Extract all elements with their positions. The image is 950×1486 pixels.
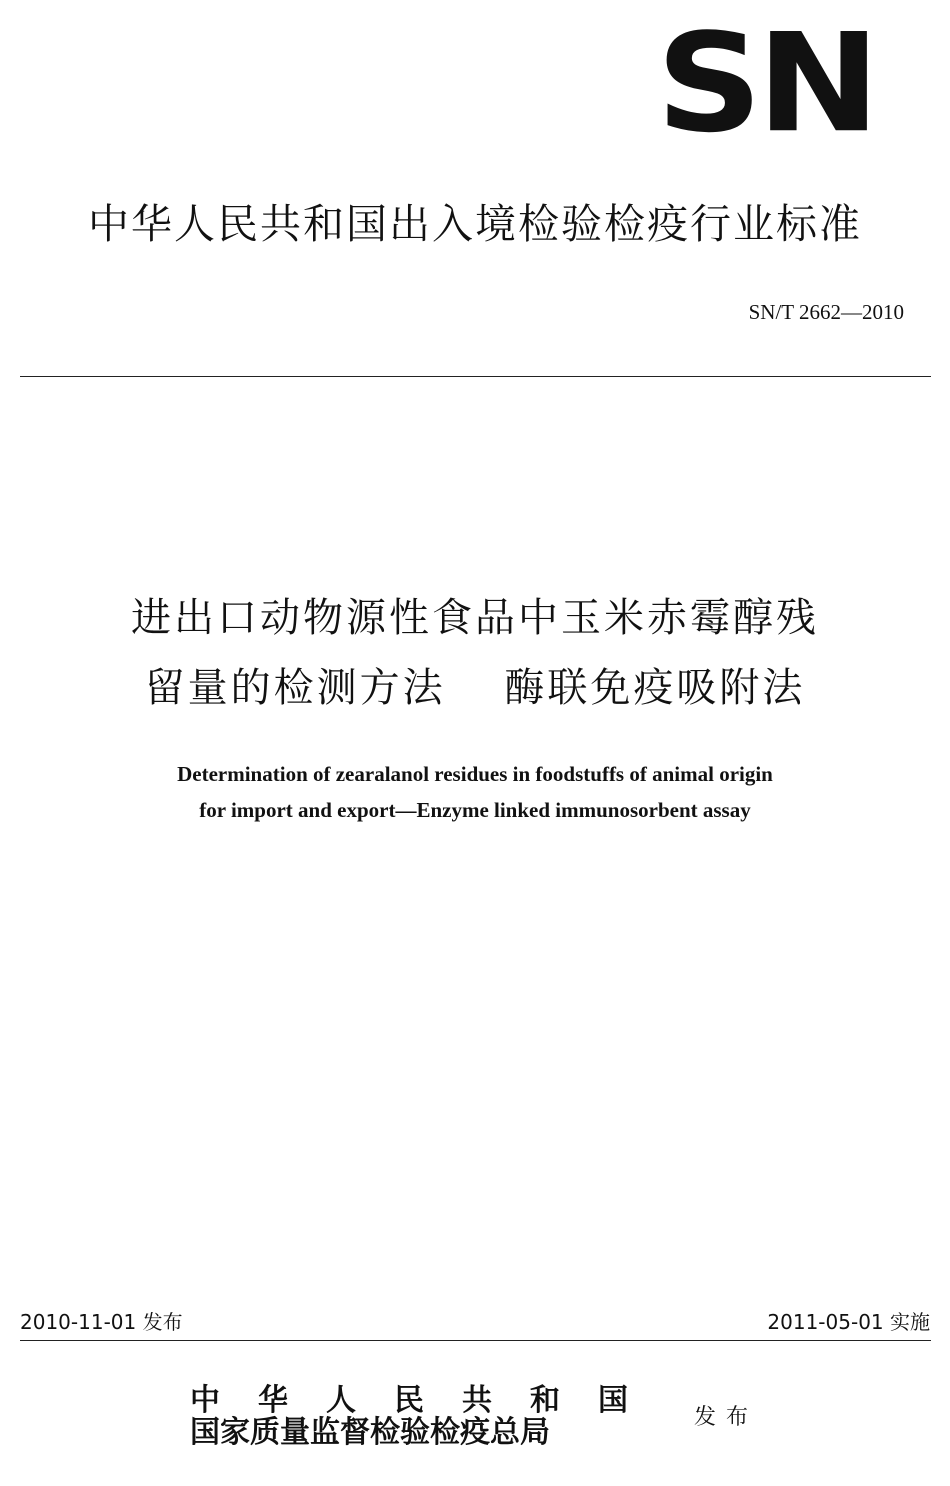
chinese-title-line-2: 留量的检测方法 酶联免疫吸附法 bbox=[144, 665, 806, 711]
sn-logo: SN bbox=[656, 4, 875, 163]
issuer-line-2: 国家质量监督检验检疫总局 bbox=[190, 1415, 550, 1450]
english-title-line-1: Determination of zearalanol residues in foodstuffs of animal origin bbox=[177, 762, 773, 786]
standard-type-heading: 中华人民共和国出入境检验检疫行业标准 bbox=[88, 200, 862, 248]
issue-date: 2010-11-01 发布 bbox=[20, 1310, 183, 1334]
issuer-line-1: 中华人民共和国 bbox=[190, 1383, 666, 1418]
english-title-line-2: for import and export—Enzyme linked immunosorbent assay bbox=[199, 798, 751, 822]
standard-code: SN/T 2662—2010 bbox=[748, 300, 904, 324]
implementation-date: 2011-05-01 实施 bbox=[767, 1310, 930, 1334]
chinese-title-line-1: 进出口动物源性食品中玉米赤霉醇残 bbox=[131, 595, 819, 641]
header-divider bbox=[20, 376, 931, 377]
publish-label: 发布 bbox=[694, 1405, 759, 1430]
footer-divider bbox=[20, 1340, 931, 1341]
